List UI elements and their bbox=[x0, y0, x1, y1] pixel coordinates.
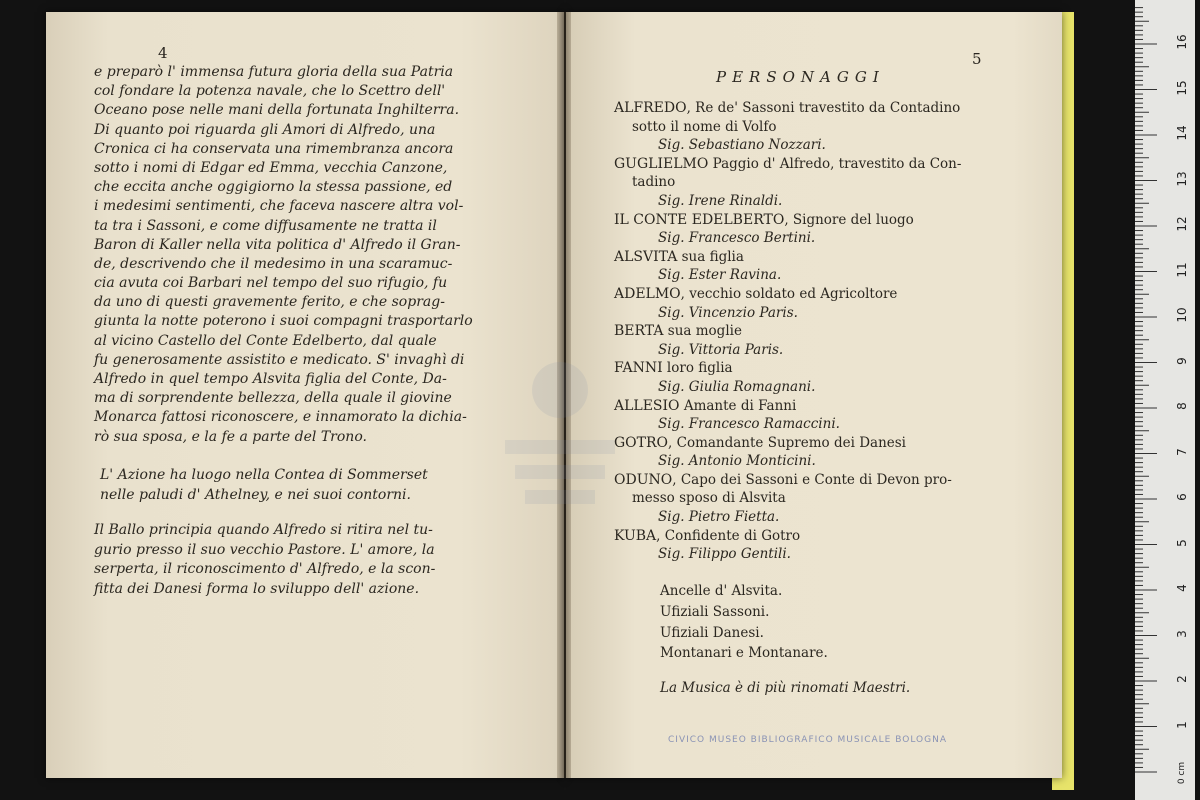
cast-entry bbox=[614, 472, 1014, 528]
cast-actor: Sig. Francesco Ramaccini. bbox=[658, 416, 840, 433]
text-line: Baron di Kaller nella vita politica d' Alfredo il Gran- bbox=[94, 236, 461, 253]
text-line: L' Azione ha luogo nella Contea di Sommerset bbox=[100, 467, 428, 483]
cast-list bbox=[614, 100, 1014, 565]
text-line: Cronica ci ha conservata una rimembranza ancora bbox=[94, 140, 454, 157]
text-line: ta tra i Sassoni, e come diffusamente ne tratta il bbox=[94, 217, 437, 234]
text-line: sotto i nomi di Edgar ed Emma, vecchia Canzone, bbox=[94, 159, 448, 176]
cast-actor: Sig. Vittoria Paris. bbox=[658, 341, 784, 358]
cast-role-name: ALSVITA bbox=[614, 248, 678, 265]
cast-role-line bbox=[614, 398, 1014, 417]
text-line: giunta la notte poterono i suoi compagni trasportarlo bbox=[94, 313, 473, 330]
text-line: Di quanto poi riguarda gli Amori di Alfredo, una bbox=[94, 121, 436, 138]
cast-role-line bbox=[614, 249, 1014, 268]
ruler-label: 2 bbox=[1175, 675, 1189, 683]
ruler-label: 6 bbox=[1175, 493, 1189, 501]
text-line: al vicino Castello del Conte Edelberto, dal quale bbox=[94, 332, 437, 349]
cast-role-name: IL CONTE EDELBERTO bbox=[614, 211, 785, 228]
cast-role-description: , Signore del luogo bbox=[784, 211, 914, 228]
setting-paragraph bbox=[100, 467, 540, 506]
extras-item: Ufiziali Danesi. bbox=[660, 624, 764, 641]
cast-role-name: GUGLIELMO bbox=[614, 155, 709, 172]
right-page-number: 5 bbox=[972, 50, 982, 68]
text-line: Il Ballo principia quando Alfredo si ritira nel tu- bbox=[94, 522, 433, 538]
extras-list bbox=[660, 583, 828, 666]
cast-entry bbox=[614, 398, 1014, 435]
cast-role-description: , Comandante Supremo dei Danesi bbox=[668, 434, 906, 451]
ruler-label: 12 bbox=[1175, 216, 1189, 232]
ruler-label: 5 bbox=[1175, 538, 1189, 547]
cast-role-description: Amante di Fanni bbox=[679, 397, 797, 414]
cast-role-line bbox=[614, 472, 1014, 491]
extras-item: Montanari e Montanare. bbox=[660, 645, 828, 662]
cast-role-description: sua moglie bbox=[663, 323, 742, 340]
ruler-label: 0 cm bbox=[1177, 761, 1187, 785]
text-line: serperta, il riconoscimento d' Alfredo, e la scon- bbox=[94, 561, 436, 577]
cast-title: PERSONAGGI bbox=[716, 68, 885, 86]
cast-role-description: sua figlia bbox=[677, 248, 744, 265]
extras-item: Ancelle d' Alsvita. bbox=[660, 583, 783, 599]
cast-role-line bbox=[614, 360, 1014, 379]
text-line: che eccita anche oggigiorno la stessa passione, ed bbox=[94, 179, 453, 196]
ruler-label: 13 bbox=[1175, 170, 1189, 187]
text-line: da uno di questi gravemente ferito, e che soprag- bbox=[94, 294, 445, 311]
ruler-label: 3 bbox=[1175, 629, 1189, 638]
library-stamp: CIVICO MUSEO BIBLIOGRAFICO MUSICALE BOLOGNA bbox=[668, 735, 947, 745]
text-line: fitta dei Danesi forma lo sviluppo dell' azione. bbox=[94, 580, 420, 597]
cast-actor: Sig. Francesco Bertini. bbox=[658, 230, 816, 247]
cast-role-name: ALLESIO bbox=[614, 397, 680, 414]
ruler-label: 16 bbox=[1175, 34, 1189, 50]
cast-actor: Sig. Giulia Romagnani. bbox=[658, 378, 816, 395]
text-line: de, descrivendo che il medesimo in una scaramuc- bbox=[94, 255, 453, 272]
cast-role-line bbox=[614, 212, 1014, 231]
ruler-label: 10 bbox=[1175, 307, 1189, 323]
cast-role-name: ADELMO bbox=[614, 285, 681, 302]
cast-entry bbox=[614, 156, 1014, 212]
cast-role-description: , Capo dei Sassoni e Conte di Devon pro- bbox=[672, 471, 952, 488]
text-line: fu generosamente assistito e medicato. S' invaghì di bbox=[94, 351, 465, 368]
cast-entry bbox=[614, 212, 1014, 249]
ruler-labels bbox=[1172, 0, 1196, 800]
cast-role-name: ALFREDO bbox=[614, 100, 687, 116]
text-line: Monarca fattosi riconoscere, e innamorato la dichia- bbox=[94, 409, 467, 426]
cast-role-line bbox=[614, 528, 1014, 547]
cast-actor: Sig. Vincenzio Paris. bbox=[658, 304, 798, 321]
cast-role-line bbox=[614, 286, 1014, 305]
text-line: e preparò l' immensa futura gloria della sua Patria bbox=[94, 64, 454, 80]
cast-actor: Sig. Antonio Monticini. bbox=[658, 453, 816, 470]
cast-role-description-continued: messo sposo di Alsvita bbox=[632, 490, 786, 507]
cast-role-name: KUBA bbox=[614, 527, 657, 544]
extras-item: Ufiziali Sassoni. bbox=[660, 603, 770, 620]
text-line: nelle paludi d' Athelney, e nei suoi contorni. bbox=[100, 486, 411, 503]
cast-role-description-continued: sotto il nome di Volfo bbox=[632, 118, 777, 135]
text-line: gurio presso il suo vecchio Pastore. L' amore, la bbox=[94, 541, 435, 558]
cast-role-description: , vecchio soldato ed Agricoltore bbox=[680, 285, 898, 302]
cast-role-line bbox=[614, 435, 1014, 454]
text-line: i medesimi sentimenti, che faceva nascere altra vol- bbox=[94, 198, 464, 215]
text-line: cia avuta coi Barbari nel tempo del suo rifugio, fu bbox=[94, 275, 448, 292]
ruler-label: 15 bbox=[1175, 79, 1189, 96]
ruler-label: 14 bbox=[1175, 125, 1189, 141]
text-line: Alfredo in quel tempo Alsvita figlia del Conte, Da- bbox=[94, 371, 447, 387]
left-page-number: 4 bbox=[158, 44, 168, 62]
cast-entry bbox=[614, 360, 1014, 397]
left-page-body bbox=[94, 64, 534, 448]
cast-role-description: , Re de' Sassoni travestito da Contadino bbox=[686, 100, 961, 116]
text-line: ma di sorprendente bellezza, della quale il giovine bbox=[94, 390, 452, 407]
cast-role-description: , Confidente di Gotro bbox=[656, 527, 801, 544]
cast-role-name: ODUNO bbox=[614, 471, 673, 488]
cast-role-line bbox=[614, 323, 1014, 342]
cast-role-line bbox=[614, 156, 1014, 175]
cast-role-name: FANNI bbox=[614, 360, 663, 377]
cast-actor: Sig. Ester Ravina. bbox=[658, 267, 782, 284]
ruler-label: 7 bbox=[1175, 447, 1189, 456]
cast-role-name: BERTA bbox=[614, 323, 664, 340]
text-line: rò sua sposa, e la fe a parte del Trono. bbox=[94, 428, 367, 445]
cast-actor: Sig. Filippo Gentili. bbox=[658, 546, 791, 563]
cast-role-description: Paggio d' Alfredo, travestito da Con- bbox=[708, 155, 962, 172]
text-line: col fondare la potenza navale, che lo Scettro dell' bbox=[94, 83, 446, 100]
cast-role-line bbox=[614, 100, 1014, 119]
cast-entry bbox=[614, 323, 1014, 360]
cast-actor: Sig. Irene Rinaldi. bbox=[658, 192, 783, 209]
cast-entry bbox=[614, 100, 1014, 156]
text-line: Oceano pose nelle mani della fortunata Inghilterra. bbox=[94, 102, 460, 119]
cast-role-name: GOTRO bbox=[614, 434, 669, 451]
cast-role-description-continued: tadino bbox=[632, 174, 676, 191]
ballet-paragraph bbox=[94, 522, 534, 600]
cast-entry bbox=[614, 286, 1014, 323]
music-note: La Musica è di più rinomati Maestri. bbox=[660, 680, 911, 696]
ruler-label: 1 bbox=[1175, 720, 1189, 729]
cast-role-description: loro figlia bbox=[662, 360, 733, 377]
cast-actor: Sig. Pietro Fietta. bbox=[658, 509, 780, 526]
ruler-label: 8 bbox=[1175, 402, 1189, 410]
ruler-label: 9 bbox=[1175, 356, 1189, 365]
cast-entry bbox=[614, 435, 1014, 472]
ruler-label: 11 bbox=[1175, 261, 1189, 278]
cast-entry bbox=[614, 249, 1014, 286]
cast-actor: Sig. Sebastiano Nozzari. bbox=[658, 137, 826, 154]
cast-entry bbox=[614, 528, 1014, 565]
ruler-label: 4 bbox=[1175, 584, 1189, 592]
